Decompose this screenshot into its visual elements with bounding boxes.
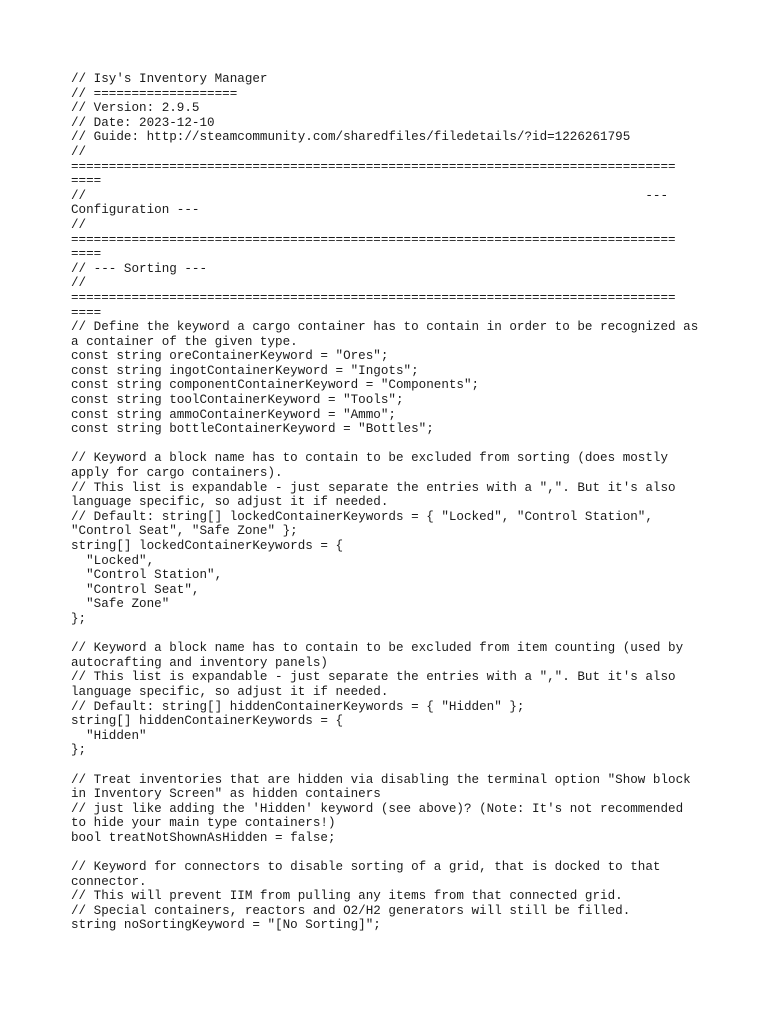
code-line: ====	[71, 305, 102, 320]
code-line: "Control Seat", "Safe Zone" };	[71, 524, 298, 539]
code-line: // Default: string[] lockedContainerKeywords = { "Locked", "Control Station",	[71, 509, 653, 524]
code-line: "Hidden"	[71, 728, 147, 743]
code-line: ================================================================================	[71, 290, 676, 305]
code-line: // Keyword a block name has to contain to be excluded from sorting (does mostly	[71, 451, 669, 466]
code-line: "Control Seat",	[71, 582, 200, 597]
code-line: in Inventory Screen" as hidden containers	[71, 787, 381, 802]
code-line: string noSortingKeyword = "[No Sorting]";	[71, 918, 381, 933]
code-line: // Keyword a block name has to contain to be excluded from item counting (used by	[71, 641, 684, 656]
code-line: ================================================================================	[71, 159, 676, 174]
code-line: language specific, so adjust it if needed.	[71, 495, 389, 510]
code-line: string[] lockedContainerKeywords = {	[71, 539, 344, 553]
code-line: };	[71, 611, 87, 626]
code-line: // ---	[71, 188, 669, 203]
code-line: // ===================	[71, 86, 238, 101]
code-line: "Locked",	[71, 553, 155, 568]
code-line: "Safe Zone"	[71, 597, 170, 612]
code-line: language specific, so adjust it if needed.	[71, 684, 389, 699]
code-line: // --- Sorting ---	[71, 261, 208, 276]
code-line: //	[71, 217, 87, 232]
code-line: };	[71, 743, 87, 758]
code-line: // Keyword for connectors to disable sorting of a grid, that is docked to that	[71, 860, 661, 875]
code-line: const string toolContainerKeyword = "Tools";	[71, 393, 404, 408]
code-document	[71, 72, 701, 933]
code-line: "Control Station",	[71, 568, 223, 583]
code-line: connector.	[71, 874, 147, 889]
code-line: // Define the keyword a cargo container has to contain in order to be recognized as	[71, 320, 699, 335]
code-line: // Version: 2.9.5	[71, 101, 200, 116]
code-line: // Guide: http://steamcommunity.com/sharedfiles/filedetails/?id=1226261795	[71, 130, 631, 145]
code-line: // This list is expandable - just separate the entries with a ",". But it's also	[71, 480, 676, 495]
code-line: // Date: 2023-12-10	[71, 115, 215, 130]
code-line: const string ammoContainerKeyword = "Ammo";	[71, 407, 396, 422]
code-line: const string bottleContainerKeyword = "Bottles";	[71, 422, 434, 437]
code-line: to hide your main type containers!)	[71, 816, 336, 831]
code-line: ====	[71, 174, 102, 189]
code-line: string[] hiddenContainerKeywords = {	[71, 714, 344, 729]
code-line: // Treat inventories that are hidden via disabling the terminal option "Show block	[71, 772, 691, 787]
code-line: //	[71, 144, 87, 159]
code-line: const string oreContainerKeyword = "Ores";	[71, 349, 389, 364]
code-line: ================================================================================	[71, 232, 676, 247]
blank-line	[71, 758, 701, 773]
code-line: a container of the given type.	[71, 334, 298, 349]
code-line: ====	[71, 247, 102, 262]
code-line: // This will prevent IIM from pulling any items from that connected grid.	[71, 889, 623, 904]
code-line: const string ingotContainerKeyword = "Ingots";	[71, 363, 419, 378]
code-line: const string componentContainerKeyword = "Components";	[71, 378, 480, 393]
code-line: // Isy's Inventory Manager	[71, 72, 268, 86]
code-line: Configuration ---	[71, 203, 200, 218]
code-line: //	[71, 276, 87, 291]
code-line: apply for cargo containers).	[71, 466, 283, 481]
code-line: // Default: string[] hiddenContainerKeywords = { "Hidden" };	[71, 699, 525, 714]
code-line: // just like adding the 'Hidden' keyword (see above)? (Note: It's not recommended	[71, 801, 684, 816]
code-line: autocrafting and inventory panels)	[71, 655, 328, 670]
code-line: // Special containers, reactors and O2/H2 generators will still be filled.	[71, 903, 631, 918]
blank-line	[71, 627, 701, 642]
code-line: // This list is expandable - just separate the entries with a ",". But it's also	[71, 670, 676, 685]
blank-line	[71, 437, 701, 452]
blank-line	[71, 845, 701, 860]
code-line: bool treatNotShownAsHidden = false;	[71, 830, 336, 845]
